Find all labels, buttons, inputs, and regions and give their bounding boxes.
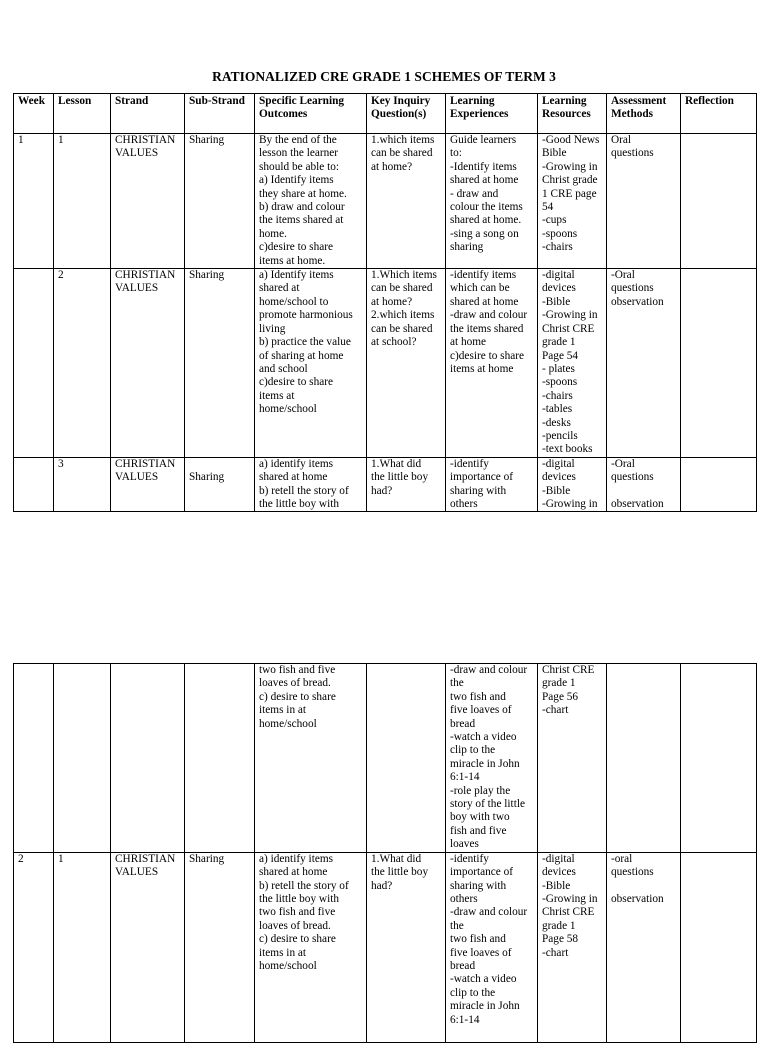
cell-lesson (54, 134, 111, 269)
cell-text-line: shared at home (259, 866, 328, 879)
cell-assessment-methods (607, 852, 681, 1042)
cell-text-line: bread (450, 717, 476, 730)
cell-text-line: at school? (371, 336, 417, 349)
cell-text-line: others (450, 497, 478, 510)
table-row (14, 457, 757, 512)
cell-text-line: Sharing (189, 269, 225, 282)
cell-assessment-methods (607, 664, 681, 853)
cell-text-line: 3 (58, 457, 64, 470)
cell-text-line: 1.which items (371, 134, 435, 146)
cell-text-line: devices (542, 282, 576, 295)
cell-text-line: at home? (371, 160, 413, 173)
cell-reflection (681, 269, 757, 458)
cell-text-line: -Growing in (542, 497, 598, 510)
cell-key-inquiry-questions (367, 664, 446, 853)
cell-specific-learning-outcomes (255, 852, 367, 1042)
cell-text-line: the little boy (371, 866, 429, 879)
cell-text-line: bread (450, 959, 476, 972)
cell-text-line: questions (611, 866, 654, 879)
cell-text-line (611, 880, 678, 893)
cell-text-line: 1 (18, 134, 24, 146)
cell-text-line: colour the items (450, 201, 523, 214)
cell-text-line: -digital (542, 457, 575, 470)
cell-text-line: VALUES (115, 866, 159, 879)
cell-text-line: loaves of bread. (259, 919, 331, 932)
cell-key-inquiry-questions (367, 457, 446, 512)
cell-text-line: can be shared (371, 322, 433, 335)
cell-text-line: 1 CRE page (542, 187, 597, 200)
cell-key-inquiry-questions (367, 852, 446, 1042)
cell-text-line: -cups (542, 214, 567, 227)
cell-text-line: -chart (542, 946, 569, 959)
cell-week (14, 852, 54, 1042)
cell-text-line: shared at home (450, 174, 519, 187)
cell-text-line: a) identify items (259, 852, 334, 865)
cell-text-line: Guide learners (450, 134, 517, 146)
cell-text-line: the little boy with (259, 892, 340, 905)
cell-text-line: -chart (542, 704, 569, 717)
cell-text-line: -text books (542, 443, 593, 456)
cell-reflection (681, 134, 757, 269)
cell-text-line: 6:1-14 (450, 1013, 480, 1026)
cell-strand (111, 457, 185, 512)
cell-text-line: -tables (542, 403, 573, 416)
cell-text-line: had? (371, 879, 393, 892)
cell-text-line: home/school to (259, 295, 329, 308)
cell-text-line: 2 (18, 852, 24, 865)
header-key-inquiry-questions: Key Inquiry Question(s) (367, 94, 446, 134)
cell-text-line: observation (611, 497, 664, 510)
cell-text-line: -sing a song on (450, 227, 519, 240)
cell-text-line: home/school (259, 959, 317, 972)
cell-text-line: c)desire to share (450, 349, 525, 362)
cell-text-line: sharing with (450, 484, 507, 497)
cell-text-line: miracle in John (450, 1000, 520, 1013)
cell-text-line: loaves (450, 838, 479, 851)
cell-text-line: observation (611, 892, 664, 905)
cell-sub-strand (185, 269, 255, 458)
cell-text-line: Christ CRE (542, 322, 595, 335)
cell-learning-resources (538, 134, 607, 269)
table-row (14, 664, 757, 853)
cell-week (14, 269, 54, 458)
cell-text-line: -role play the (450, 784, 511, 797)
cell-text-line: sharing (450, 241, 484, 254)
cell-text-line: b) retell the story of (259, 879, 349, 892)
cell-text-line: -identify (450, 852, 489, 865)
cell-text-line: story of the little (450, 798, 525, 811)
cell-text-line: Page 56 (542, 690, 579, 703)
cell-text-line: the little boy (371, 471, 429, 484)
cell-text-line: CHRISTIAN (115, 134, 176, 146)
cell-text-line: the (450, 919, 464, 932)
header-lesson: Lesson (54, 94, 111, 134)
header-reflection: Reflection (681, 94, 757, 134)
cell-text-line: -digital (542, 269, 575, 282)
cell-text-line: should be able to: (259, 160, 340, 173)
cell-specific-learning-outcomes (255, 269, 367, 458)
cell-sub-strand (185, 457, 255, 512)
cell-text-line: the little boy with (259, 497, 340, 510)
cell-sub-strand (185, 852, 255, 1042)
cell-text-line: five loaves of (450, 946, 512, 959)
cell-text-line: 2.which items (371, 309, 435, 322)
cell-text-line: home/school (259, 717, 317, 730)
scheme-table-page-1 (13, 93, 757, 512)
cell-text-line: 2 (58, 269, 64, 282)
cell-learning-experiences (446, 269, 538, 458)
cell-learning-experiences (446, 664, 538, 853)
cell-lesson (54, 457, 111, 512)
cell-text-line: c)desire to share (259, 241, 334, 254)
cell-text-line: -desks (542, 416, 571, 429)
cell-text-line: clip to the (450, 744, 496, 757)
cell-text-line: five loaves of (450, 704, 512, 717)
cell-text-line: the items shared at (259, 214, 344, 227)
cell-text-line: Sharing (189, 471, 225, 484)
cell-text-line: -spoons (542, 227, 578, 240)
cell-text-line: Page 54 (542, 349, 579, 362)
cell-reflection (681, 852, 757, 1042)
cell-text-line: -Oral (611, 457, 635, 470)
cell-text-line: -chairs (542, 241, 573, 254)
cell-text-line: a) Identify items (259, 269, 334, 282)
cell-week (14, 134, 54, 269)
cell-text-line: -chairs (542, 389, 573, 402)
cell-text-line: 1.Which items (371, 269, 437, 282)
cell-text-line: two fish and (450, 933, 506, 946)
cell-learning-experiences (446, 457, 538, 512)
cell-text-line: VALUES (115, 282, 159, 295)
cell-text-line: shared at (259, 282, 300, 295)
cell-assessment-methods (607, 134, 681, 269)
cell-text-line: home/school (259, 403, 317, 416)
cell-text-line: 54 (542, 201, 554, 214)
cell-key-inquiry-questions (367, 269, 446, 458)
cell-text-line: b) draw and colour (259, 201, 345, 214)
cell-text-line: lesson the learner (259, 147, 339, 160)
cell-text-line: -spoons (542, 376, 578, 389)
cell-text-line: clip to the (450, 986, 496, 999)
cell-text-line: items at home (450, 362, 514, 375)
cell-text-line: shared at home. (450, 214, 522, 227)
cell-learning-resources (538, 457, 607, 512)
cell-text-line: -watch a video (450, 731, 517, 744)
cell-text-line: and school (259, 362, 308, 375)
header-sub-strand: Sub-Strand (185, 94, 255, 134)
cell-text-line: two fish and five (259, 664, 336, 676)
cell-strand (111, 852, 185, 1042)
cell-assessment-methods (607, 269, 681, 458)
cell-text-line: observation (611, 295, 664, 308)
cell-text-line: Christ CRE (542, 906, 595, 919)
cell-text-line: c) desire to share (259, 690, 336, 703)
cell-text-line: -pencils (542, 429, 578, 442)
table-header-row (14, 94, 757, 134)
cell-text-line: -draw and colour (450, 664, 528, 676)
cell-specific-learning-outcomes (255, 664, 367, 853)
cell-text-line: - draw and (450, 187, 499, 200)
header-strand: Strand (111, 94, 185, 134)
cell-lesson (54, 269, 111, 458)
cell-strand (111, 664, 185, 853)
table-row (14, 134, 757, 269)
cell-text-line: the (450, 677, 464, 690)
cell-strand (111, 134, 185, 269)
header-assessment-methods: Assessment Methods (607, 94, 681, 134)
cell-learning-resources (538, 269, 607, 458)
header-week: Week (14, 94, 54, 134)
cell-text-line: -draw and colour (450, 906, 528, 919)
cell-text-line: 1 (58, 134, 64, 146)
cell-text-line: sharing with (450, 879, 507, 892)
cell-text-line: importance of (450, 866, 514, 879)
cell-learning-experiences (446, 134, 538, 269)
cell-text-line: -digital (542, 852, 575, 865)
cell-text-line: questions (611, 147, 654, 160)
cell-lesson (54, 852, 111, 1042)
cell-text-line: shared at home (450, 295, 519, 308)
header-specific-learning-outcomes: Specific Learning Outcomes (255, 94, 367, 134)
cell-text-line: fish and five (450, 824, 507, 837)
cell-text-line: -Good News (542, 134, 600, 146)
cell-sub-strand (185, 134, 255, 269)
cell-lesson (54, 664, 111, 853)
cell-text-line: questions (611, 282, 654, 295)
cell-text-line: -Bible (542, 484, 571, 497)
cell-text-line: 6:1-14 (450, 771, 480, 784)
cell-sub-strand (185, 664, 255, 853)
cell-text-line: CHRISTIAN (115, 269, 176, 282)
cell-text-line: -Growing in (542, 892, 598, 905)
cell-text-line: grade 1 (542, 919, 576, 932)
cell-text-line: living (259, 322, 286, 335)
table-row (14, 269, 757, 458)
cell-text-line: Sharing (189, 852, 225, 865)
cell-text-line: miracle in John (450, 757, 520, 770)
cell-text-line: b) practice the value (259, 336, 351, 349)
header-learning-experiences: Learning Experiences (446, 94, 538, 134)
cell-text-line: -Bible (542, 295, 571, 308)
cell-week (14, 664, 54, 853)
cell-text-line: -Growing in (542, 160, 598, 173)
cell-text-line: questions (611, 471, 654, 484)
cell-text-line: had? (371, 484, 393, 497)
cell-text-line: items at home. (259, 254, 326, 267)
cell-text-line: Christ grade (542, 174, 598, 187)
cell-text-line: VALUES (115, 471, 159, 484)
cell-text-line: Sharing (189, 134, 225, 146)
cell-week (14, 457, 54, 512)
cell-text-line: b) retell the story of (259, 484, 349, 497)
cell-text-line: -Identify items (450, 160, 517, 173)
cell-text-line: VALUES (115, 147, 159, 160)
cell-text-line: Bible (542, 147, 567, 160)
cell-text-line: By the end of the (259, 134, 337, 146)
cell-text-line: CHRISTIAN (115, 852, 176, 865)
cell-text-line: shared at home (259, 471, 328, 484)
cell-text-line: two fish and (450, 690, 506, 703)
cell-key-inquiry-questions (367, 134, 446, 269)
cell-text-line: can be shared (371, 147, 433, 160)
cell-text-line: devices (542, 866, 576, 879)
cell-learning-resources (538, 664, 607, 853)
table-row (14, 852, 757, 1042)
cell-text-line: c)desire to share (259, 376, 334, 389)
cell-text-line (611, 485, 678, 498)
cell-text-line: 1.What did (371, 852, 422, 865)
cell-text-line: of sharing at home (259, 349, 344, 362)
cell-specific-learning-outcomes (255, 457, 367, 512)
cell-text-line: Christ CRE (542, 664, 595, 676)
cell-text-line: c) desire to share (259, 933, 336, 946)
cell-text-line: -Growing in (542, 309, 598, 322)
cell-reflection (681, 664, 757, 853)
cell-text-line: items at (259, 389, 295, 402)
cell-text-line: can be shared (371, 282, 433, 295)
cell-assessment-methods (607, 457, 681, 512)
cell-text-line: others (450, 892, 478, 905)
cell-text-line: -identify (450, 457, 489, 470)
cell-text-line: at home? (371, 295, 413, 308)
cell-text-line: loaves of bread. (259, 677, 331, 690)
cell-text-line: -Oral (611, 269, 635, 282)
scheme-table-page-2 (13, 663, 757, 1043)
cell-text-line: Page 58 (542, 933, 579, 946)
cell-text-line: -Bible (542, 879, 571, 892)
cell-specific-learning-outcomes (255, 134, 367, 269)
cell-text-line: importance of (450, 471, 514, 484)
cell-text-line: items in at (259, 946, 307, 959)
cell-text-line: CHRISTIAN (115, 457, 176, 470)
cell-text-line: devices (542, 471, 576, 484)
cell-text-line: boy with two (450, 811, 510, 824)
document-title: RATIONALIZED CRE GRADE 1 SCHEMES OF TERM 3 (212, 69, 556, 84)
cell-text-line: grade 1 (542, 677, 576, 690)
cell-text-line: at home (450, 336, 487, 349)
cell-learning-experiences (446, 852, 538, 1042)
cell-text-line: - plates (542, 362, 575, 375)
cell-text-line: -identify items (450, 269, 517, 282)
cell-text-line (189, 458, 252, 471)
cell-text-line: -oral (611, 852, 633, 865)
header-learning-resources: Learning Resources (538, 94, 607, 134)
cell-text-line: -draw and colour (450, 309, 528, 322)
cell-text-line: -watch a video (450, 973, 517, 986)
cell-text-line: they share at home. (259, 187, 347, 200)
cell-text-line: grade 1 (542, 336, 576, 349)
cell-text-line: items in at (259, 704, 307, 717)
cell-text-line: 1 (58, 852, 64, 865)
cell-text-line: home. (259, 227, 287, 240)
cell-text-line: promote harmonious (259, 309, 353, 322)
cell-text-line: which can be (450, 282, 510, 295)
cell-learning-resources (538, 852, 607, 1042)
cell-strand (111, 269, 185, 458)
cell-text-line: a) Identify items (259, 174, 334, 187)
cell-text-line: the items shared (450, 322, 524, 335)
cell-text-line: Oral (611, 134, 632, 146)
cell-reflection (681, 457, 757, 512)
cell-text-line: two fish and five (259, 906, 336, 919)
cell-text-line: a) identify items (259, 457, 334, 470)
cell-text-line: 1.What did (371, 457, 422, 470)
cell-text-line: to: (450, 147, 462, 160)
